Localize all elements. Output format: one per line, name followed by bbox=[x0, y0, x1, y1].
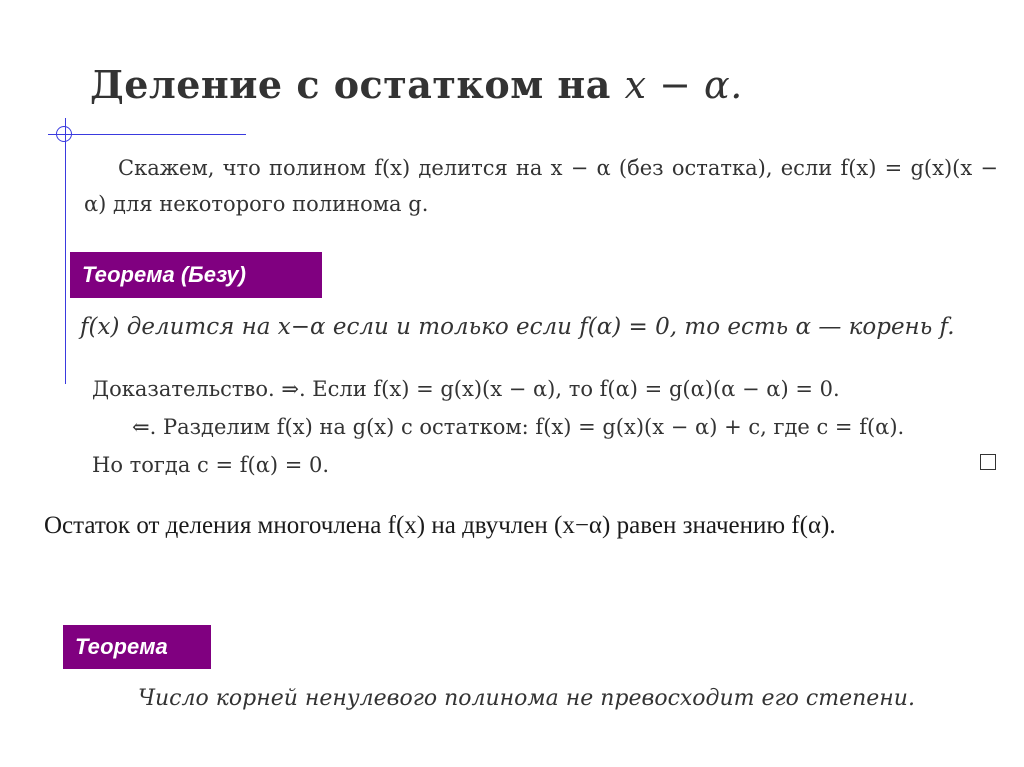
slide-title-text: Деление с остатком на bbox=[90, 62, 611, 107]
banner-theorem: Теорема bbox=[63, 625, 211, 669]
banner-bezout-theorem: Теорема (Безу) bbox=[70, 252, 322, 298]
roots-theorem-statement: Число корней ненулевого полинома не превосходит его степени. bbox=[138, 686, 915, 711]
proof-line-2: ⇐. Разделим f(x) на g(x) с остатком: f(x) = g(x)(x − α) + c, где c = f(α). bbox=[132, 415, 905, 439]
definition-line-2: g(x)(x − α) для некоторого полинома g. bbox=[84, 156, 998, 216]
proof-line-1: Доказательство. ⇒. Если f(x) = g(x)(x − α), то f(α) = g(α)(α − α) = 0. bbox=[92, 377, 840, 401]
remainder-line-1: Остаток от деления многочлена f(x) на двучлен (x−α) равен bbox=[44, 512, 677, 539]
decorative-horizontal-line bbox=[48, 134, 246, 135]
decorative-vertical-line bbox=[65, 118, 66, 384]
proof-line-3: Но тогда c = f(α) = 0. bbox=[92, 453, 330, 477]
remainder-statement bbox=[44, 506, 998, 546]
slide-title bbox=[90, 62, 743, 107]
bezout-theorem-statement: f(x) делится на x−α если и только если f(α) = 0, то есть α — корень f. bbox=[80, 314, 955, 340]
qed-square-icon bbox=[980, 454, 996, 470]
definition-paragraph bbox=[84, 150, 998, 222]
proof-block bbox=[92, 370, 1002, 484]
definition-line-1: Скажем, что полином f(x) делится на x − α (без остатка), если f(x) = bbox=[118, 156, 903, 180]
remainder-line-2: значению f(α). bbox=[682, 512, 836, 539]
slide-title-math: x − α. bbox=[624, 63, 743, 107]
decorative-circle bbox=[56, 126, 72, 142]
